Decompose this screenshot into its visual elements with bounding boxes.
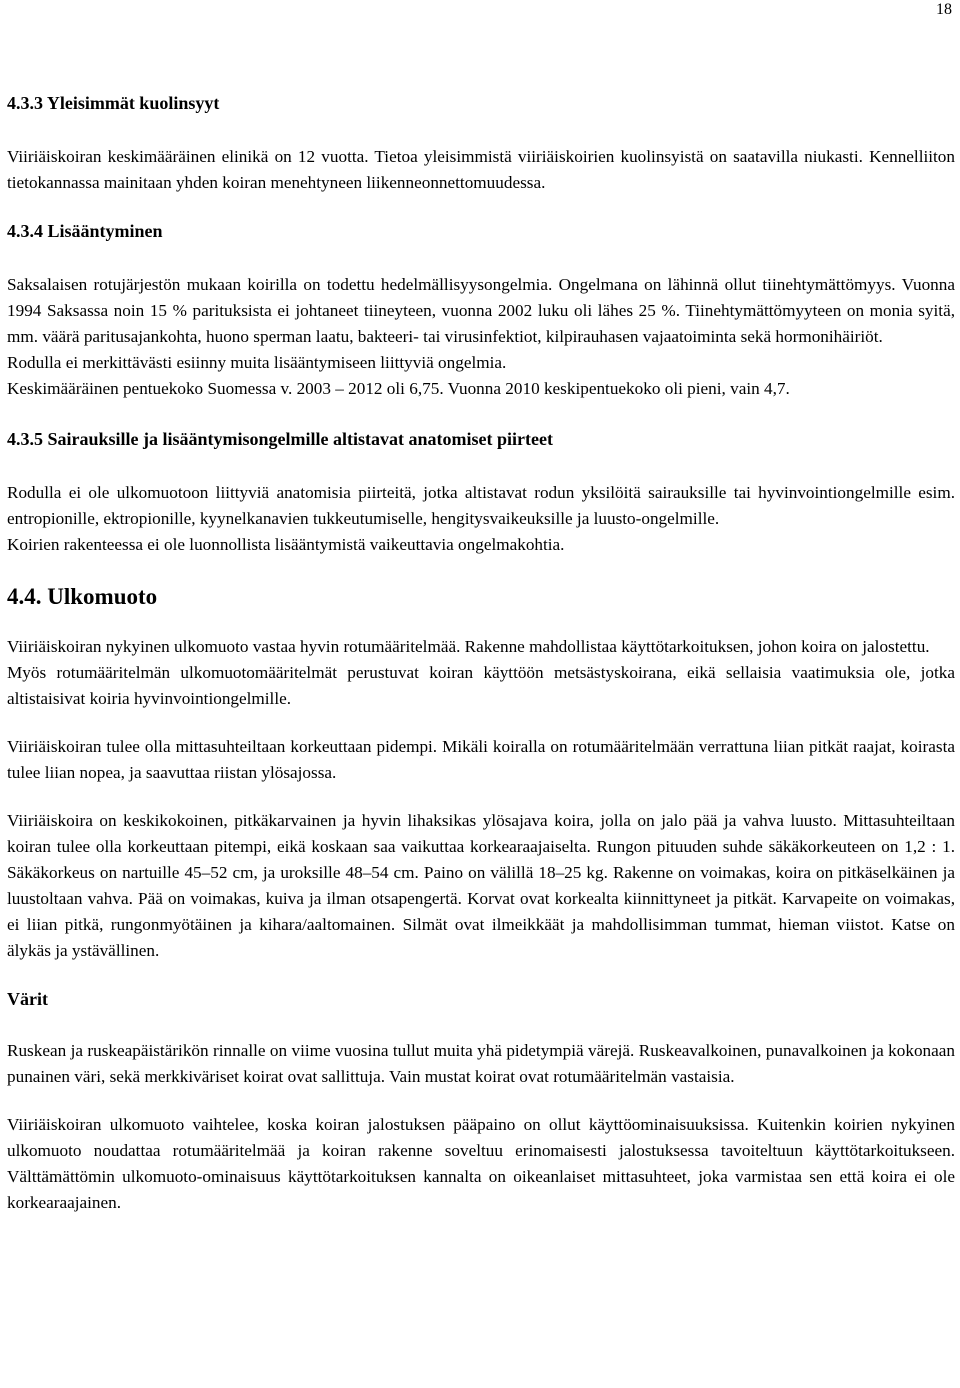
paragraph-description: Viiriäiskoira on keskikokoinen, pitkäkarvainen ja hyvin lihaksikas ylösajava koira, jolla on jalo pää ja vahva luusto. Mittasuhteiltaan koiran tulee olla korkeuttaan pitempi, eikä koskaan saa vaikuttaa korkearaajaiselta. Rungon pituuden suhde säkäkorkeuteen on 1,2 : 1. Säkäkorkeus on nartuille 45–52 cm, ja uroksille 48–54 cm. Paino on välillä 18–25 kg. Rakenne on voimakas, koira on pitkäselkäinen ja luustoltaan vahva. Pää on voimakas, kuiva ja ilman otsapengertä. Korvat ovat korkealta kiinnittyneet ja pitkät. Karvapeite on voimakas, ei liian pitkä, rungonmyötäinen ja kihara/aaltomainen. Silmät ovat ilmeikkäät ja mahdollisimman tummat, hieman viistot. Katse on älykäs ja ystävällinen.	[7, 811, 955, 960]
paragraph-structure: Koirien rakenteessa ei ole luonnollista lisääntymistä vaikeuttavia ongelmakohtia.	[7, 535, 565, 554]
paragraph-appearance-variation: Viiriäiskoiran ulkomuoto vaihtelee, koska koiran jalostuksen pääpaino on ollut käyttöominaisuuksissa. Kuitenkin koirien nykyinen ulkomuoto noudattaa rotumääritelmää ja koiran rakenne soveltuu erinomaisesti jalostuksessa tavoiteltuun käyttötarkoitukseen. Välttämättömin ulkomuoto-ominaisuus käyttötarkoituksen kannalta on oikeanlaiset mittasuhteet, joka varmistaa sen että koira ei ole korkearaajainen.	[7, 1115, 955, 1212]
section-4-3-3	[7, 90, 955, 196]
paragraph-anatomy: Rodulla ei ole ulkomuotoon liittyviä anatomisia piirteitä, jotka altistavat rodun yksilöitä sairauksille tai hyvinvointiongelmille esim. entropionille, ektropionille, kyynelkanavien tukkeutumiselle, hengitysvaikeuksille ja luusto-ongelmille.	[7, 483, 955, 528]
paragraph-fertility: Saksalaisen rotujärjestön mukaan koirilla on todettu hedelmällisyysongelmia. Ongelmana on lähinnä ollut tiinehtymättömyys. Vuonna 1994 Saksassa noin 15 % parituksista ei johtaneet tiineyteen, vuonna 2002 luku oli lähes 25 %. Tiinehtymättömyyteen on monia syitä, mm. väärä paritusajankohta, huono sperman laatu, bakteeri- tai virusinfektiot, kilpirauhasen vajaatoiminta sekä hormonihäiriöt.	[7, 275, 955, 346]
paragraph-current-appearance: Viiriäiskoiran nykyinen ulkomuoto vastaa hyvin rotumääritelmää. Rakenne mahdollistaa käyttötarkoituksen, johon koira on jalostettu.	[7, 637, 930, 656]
heading-anatomiset-piirteet: 4.3.5 Sairauksille ja lisääntymisongelmille altistavat anatomiset piirteet	[7, 429, 553, 449]
heading-lisaantyminen: 4.3.4 Lisääntyminen	[7, 221, 163, 241]
paragraph-colors: Ruskean ja ruskeapäistärikön rinnalle on viime vuosina tullut muita yhä pidetympiä värejä. Ruskeavalkoinen, punavalkoinen ja kokonaan punainen väri, sekä merkkiväriset koirat ovat sallittuja. Vain mustat koirat ovat rotumääritelmän vastaisia.	[7, 1041, 955, 1086]
paragraph-lifespan: Viiriäiskoiran keskimääräinen elinikä on 12 vuotta. Tietoa yleisimmistä viiriäiskoirien kuolinsyistä on saatavilla niukasti. Kennelliiton tietokannassa mainitaan yhden koiran menehtyneen liikenneonnettomuudessa.	[7, 147, 955, 192]
paragraph-standard-basis: Myös rotumääritelmän ulkomuotomääritelmät perustuvat koiran käyttöön metsästyskoirana, eikä sellaisia vaatimuksia ole, jotka altistaisivat koiria hyvinvointiongelmille.	[7, 663, 955, 708]
heading-varit: Värit	[7, 989, 48, 1009]
section-4-4	[7, 582, 955, 964]
paragraph-litter-size: Keskimääräinen pentuekoko Suomessa v. 2003 – 2012 oli 6,75. Vuonna 2010 keskipentuekoko oli pieni, vain 4,7.	[7, 379, 790, 398]
section-4-3-4	[7, 218, 955, 402]
heading-yleisimmat-kuolinsyyt: 4.3.3 Yleisimmät kuolinsyyt	[7, 93, 220, 113]
document-body	[7, 90, 955, 1216]
heading-ulkomuoto: 4.4. Ulkomuoto	[7, 584, 158, 609]
paragraph-other-problems: Rodulla ei merkittävästi esiinny muita lisääntymiseen liittyviä ongelmia.	[7, 353, 507, 372]
page-number: 18	[936, 1, 952, 18]
section-4-3-5	[7, 426, 955, 558]
paragraph-proportions: Viiriäiskoiran tulee olla mittasuhteiltaan korkeuttaan pidempi. Mikäli koiralla on rotumääritelmään verrattuna liian pitkät raajat, koirasta tulee liian nopea, ja saavuttaa riistan ylösajossa.	[7, 737, 955, 782]
section-varit	[7, 986, 955, 1216]
